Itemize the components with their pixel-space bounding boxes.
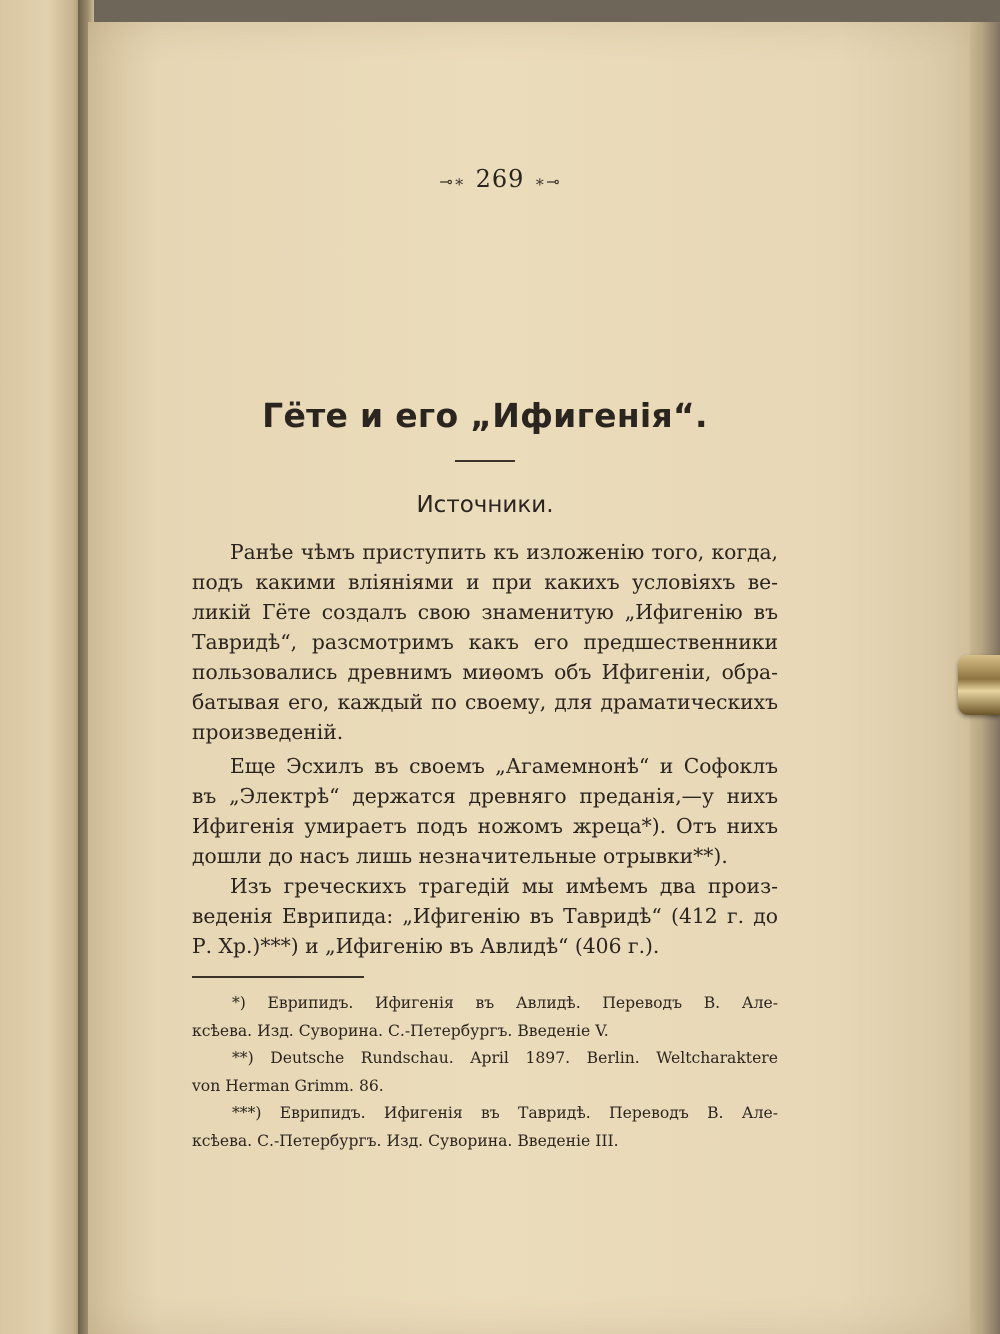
- text-line: ликій Гёте создалъ свою знаменитую „Ифигенію въ: [192, 600, 778, 624]
- footnote-line: von Herman Grimm. 86.: [192, 1076, 384, 1095]
- text-line: въ „Электрѣ“ держатся древняго преданія,—у нихъ: [192, 784, 778, 808]
- text-line: пользовались древнимъ миѳомъ объ Ифигеніи, обра-: [192, 660, 778, 684]
- footnotes: [192, 990, 778, 1155]
- text-line: подъ какими вліяніями и при какихъ условіяхъ ве-: [192, 570, 778, 594]
- page-number: [0, 165, 1000, 193]
- footnote-line: ксѣева. Изд. Суворина. С.-Петербургъ. Введеніе V.: [192, 1021, 609, 1040]
- footnote-line: **) Deutsche Rundschau. April 1897. Berlin. Weltcharaktere: [232, 1049, 778, 1067]
- text-line: Р. Хр.)***) и „Ифигенію въ Авлидѣ“ (406 г.).: [192, 934, 660, 958]
- chapter-title: Гёте и его „Ифигенія“.: [262, 396, 708, 435]
- page-number-value: 269: [475, 165, 525, 193]
- footnote-1: [192, 990, 778, 1045]
- text-line: Тавридѣ“, разсмотримъ какъ его предшественники: [192, 630, 778, 654]
- paragraph-1: [192, 537, 778, 747]
- footnote-line: ***) Еврипидъ. Ифигенія въ Тавридѣ. Переводъ В. Але-: [232, 1104, 778, 1122]
- text-line: Ифигенія умираетъ подъ ножомъ жреца*). Отъ нихъ: [192, 814, 778, 838]
- text-line: веденія Еврипида: „Ифигенію въ Тавридѣ“ (412 г. до: [192, 904, 778, 928]
- section-heading: Источники.: [416, 492, 554, 518]
- text-line: Еще Эсхилъ въ своемъ „Агамемнонѣ“ и Софоклъ: [230, 754, 778, 778]
- text-line: Ранѣе чѣмъ приступить къ изложенію того, когда,: [230, 540, 778, 564]
- text-line: произведеній.: [192, 720, 344, 744]
- title-divider: [455, 460, 515, 462]
- paragraph-3: [192, 871, 778, 961]
- text-line: дошли до насъ лишь незначительные отрывки**).: [192, 844, 728, 868]
- footnote-3: [192, 1100, 778, 1155]
- ornament-right-icon: ∗⊸: [534, 172, 561, 191]
- footnote-line: *) Еврипидъ. Ифигенія въ Авлидѣ. Переводъ В. Але-: [232, 994, 778, 1012]
- footnote-line: ксѣева. С.-Петербургъ. Изд. Суворина. Введеніе III.: [192, 1131, 619, 1150]
- footnote-2: [192, 1045, 778, 1100]
- paragraph-2: [192, 751, 778, 871]
- ornament-left-icon: ⊸∗: [439, 172, 466, 191]
- text-line: Изъ греческихъ трагедій мы имѣемъ два произ-: [230, 874, 778, 898]
- text-line: батывая его, каждый по своему, для драматическихъ: [192, 690, 778, 714]
- footnote-divider: [192, 976, 364, 978]
